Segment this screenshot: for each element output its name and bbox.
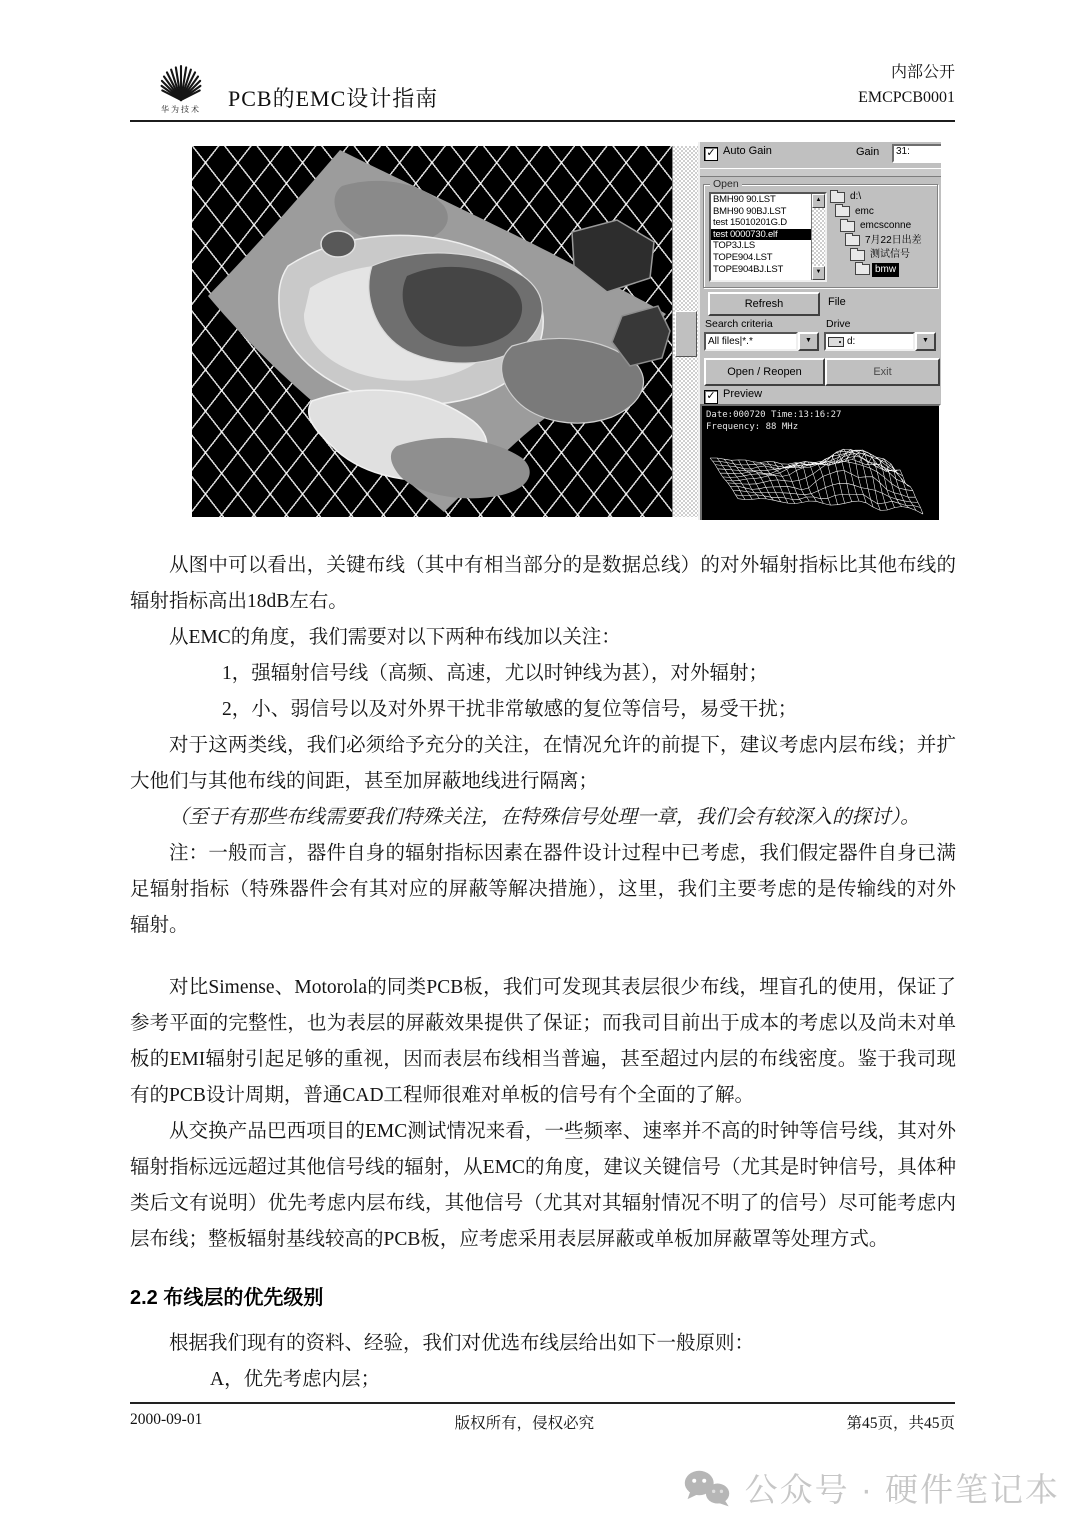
footer-copyright: 版权所有，侵权必究 (454, 1415, 595, 1432)
open-reopen-button[interactable]: Open / Reopen (704, 358, 825, 386)
folder-item[interactable]: 7月22日出差 (830, 234, 934, 249)
exit-button[interactable]: Exit (825, 358, 940, 386)
radiation-contour-map (192, 146, 672, 517)
logo-caption: 华为技术 (161, 105, 201, 114)
wechat-icon (681, 1468, 733, 1508)
preview-label: Preview (723, 388, 763, 400)
file-item-selected[interactable]: test 0000730.elf (711, 229, 811, 241)
auto-gain-label: Auto Gain (723, 145, 772, 157)
section-heading: 2.2 布线层的优先级别 (130, 1287, 324, 1309)
scrollbar-thumb[interactable] (675, 311, 697, 357)
folder-icon (835, 206, 850, 217)
folder-item-selected[interactable]: bmw (830, 263, 934, 278)
page-footer (130, 1402, 955, 1433)
gain-input[interactable]: 31: (892, 144, 941, 163)
file-item[interactable]: BMH90 90.LST (713, 194, 776, 205)
watermark-text: 公众号 · 硬件笔记本 (744, 1471, 1060, 1508)
preview-row (704, 388, 762, 402)
paragraph: 对比Simense、Motorola的同类PCB板，我们可发现其表层很少布线，埋盲孔的使用，保证了参考平面的完整性，也为表层的屏蔽效果提供了保证；而我司目前出于成本的考虑以及尚未对单板的EMI辐射引起足够的重视，因而表层布线相当普遍，甚至超过内层的布线密度。鉴于我司现有的PCB设计周期，普通CAD工程师很难对单板的信号有个全面的了解。 (130, 977, 956, 1106)
paragraph: 2，小、弱信号以及对外界干扰非常敏感的复位等信号，易受干扰； (222, 699, 798, 720)
folder-tree (830, 190, 934, 282)
open-group (703, 178, 938, 288)
page-title: PCB的EMC设计指南 (228, 86, 439, 111)
chevron-down-icon[interactable]: ▼ (915, 332, 936, 351)
header-rule (130, 120, 955, 122)
file-item[interactable]: TOP3J.LS (713, 240, 756, 252)
file-listbox (709, 192, 827, 282)
panel-divider (700, 168, 941, 177)
classification-label: 内部公开 (890, 64, 955, 81)
folder-icon (840, 221, 855, 232)
footer-page-number: 第45页，共45页 (846, 1415, 955, 1432)
scroll-up-icon[interactable]: ▲ (812, 194, 825, 208)
paragraph: 从交换产品巴西项目的EMC测试情况来看，一些频率、速率并不高的时钟等信号线，其对外辐射指标远远超过其他信号线的辐射，从EMC的角度，建议关键信号（尤其是时钟信号，具体种类后文有说明）优先考虑内层布线，其他信号（尤其对其辐射情况不明了的信号）尽可能考虑内层布线；整板辐射基线较高的PCB板，应考虑采用表层屏蔽或单板加屏蔽罩等处理方式。 (130, 1121, 956, 1250)
folder-icon (855, 264, 870, 275)
drive-label: Drive (826, 318, 851, 330)
file-label: File (828, 296, 846, 308)
emc-scan-figure (192, 142, 939, 520)
search-criteria-combobox[interactable]: All files|*.* ▼ (704, 332, 819, 351)
open-group-label: Open (710, 178, 742, 190)
file-item[interactable]: TOPE904.LST (713, 251, 773, 263)
page-header (130, 52, 955, 118)
folder-item[interactable]: d:\ (830, 190, 934, 205)
paragraph: 注：一般而言，器件自身的辐射指标因素在器件设计过程中已考虑，我们假定器件自身已满足辐射指标（特殊器件会有其对应的屏蔽等解决措施），这里，我们主要考虑的是传输线的对外辐射。 (130, 843, 956, 936)
figure-vertical-scrollbar[interactable] (672, 146, 699, 517)
search-criteria-label: Search criteria (705, 318, 773, 330)
folder-item[interactable]: 测试信号 (830, 248, 934, 263)
preview-checkbox[interactable]: ✓ (704, 390, 718, 404)
folder-item[interactable]: emc (830, 205, 934, 220)
gain-row (704, 145, 941, 163)
doc-number: EMCPCB0001 (858, 89, 955, 106)
header-meta (858, 60, 955, 110)
paragraph: 1，强辐射信号线（高频、高速，尤以时钟线为甚），对外辐射； (222, 663, 769, 684)
paragraph: （至于有那些布线需要我们特殊关注，在特殊信号处理一章，我们会有较深入的探讨）。 (169, 807, 920, 828)
paragraph: 从EMC的角度，我们需要对以下两种布线加以关注： (169, 627, 621, 648)
body-text (130, 548, 956, 1398)
file-item[interactable]: BMH90 90BJ.LST (713, 205, 787, 217)
watermark (681, 1464, 1060, 1511)
scan-software-panel (698, 142, 941, 520)
paragraph: 根据我们现有的资料、经验，我们对优选布线层给出如下一般原则： (169, 1333, 755, 1354)
folder-icon (830, 192, 845, 203)
file-item[interactable]: test 15010201G.D (713, 217, 787, 229)
file-list-scrollbar[interactable] (811, 194, 825, 280)
footer-date: 2000-09-01 (130, 1411, 203, 1428)
refresh-button[interactable]: Refresh (708, 292, 820, 316)
paragraph: A，优先考虑内层； (210, 1369, 381, 1390)
preview-screen (700, 404, 941, 520)
paragraph: 对于这两类线，我们必须给予充分的关注，在情况允许的前提下，建议考虑内层布线；并扩大他们与其他布线的间距，甚至加屏蔽地线进行隔离； (130, 735, 956, 792)
wireframe-surface-plot (702, 424, 935, 520)
gain-label: Gain (856, 146, 880, 158)
paragraph: 从图中可以看出，关键布线（其中有相当部分的是数据总线）的对外辐射指标比其他布线的辐射指标高出18dB左右。 (130, 555, 956, 612)
folder-item[interactable]: emcsconne (830, 219, 934, 234)
scroll-down-icon[interactable]: ▼ (812, 266, 825, 280)
file-item[interactable]: TOPE904BJ.LST (713, 263, 784, 275)
chevron-down-icon[interactable]: ▼ (798, 332, 819, 351)
folder-icon (845, 235, 860, 246)
folder-icon (850, 250, 865, 261)
drive-combobox[interactable]: d: ▼ (824, 332, 936, 351)
auto-gain-checkbox[interactable]: ✓ (704, 147, 718, 161)
preview-info: Date:000720 Time:13:16:27 Frequency: 88 MHz (706, 410, 842, 432)
drive-icon (828, 337, 844, 347)
